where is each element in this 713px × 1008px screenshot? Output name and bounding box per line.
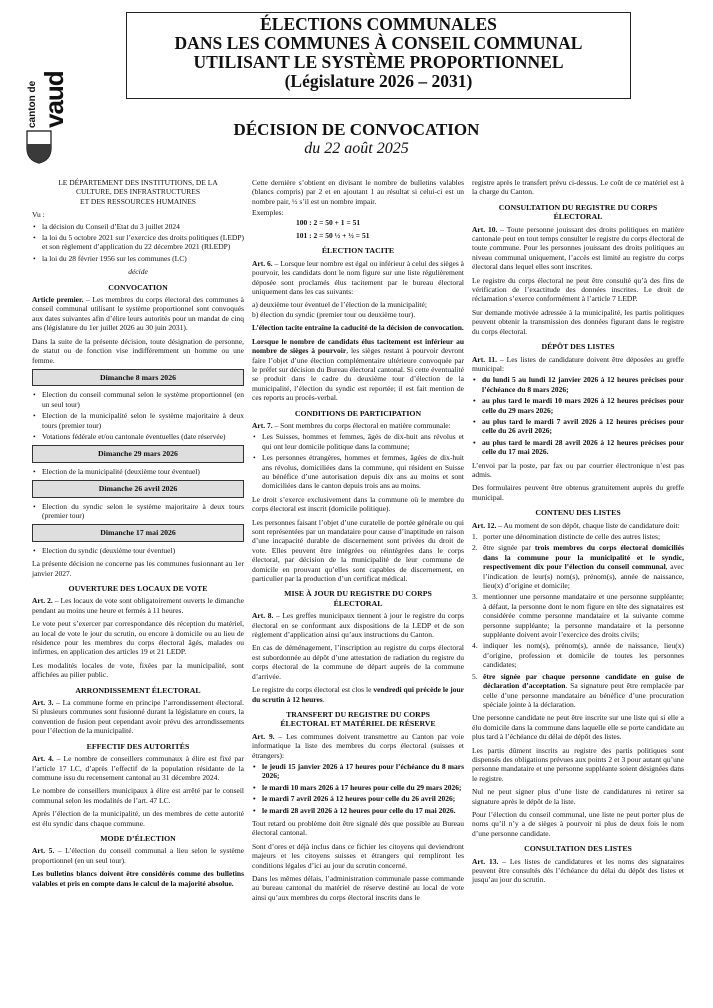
clos-end: . [322, 694, 325, 704]
header-line-1: ÉLECTIONS COMMUNALES [260, 14, 497, 34]
municipal-paragraph: Le nombre de conseillers municipaux à élire est arrêté par le conseil communal selon les modalités de l’art. 47 LC. [32, 786, 244, 805]
item-text: indiquer les nom(s), prénom(s), année de naissance, lieu(x) d’origine, profession et domicile de toutes les personnes candidates; [483, 641, 684, 670]
department-name [32, 178, 244, 206]
lorsque-text: , les sièges restant à pourvoir devront faire l’objet d’une élection complémentaire ultérieure convoquée par le préfet sur décision du Bureau électoral cantonal. Si cette éventualité se produit dans le cadre du deuxième tour d’élection de la municipalité, l’élection du syndic est reportée; il est fait mention de ces reports au procès-verbal. [252, 346, 464, 403]
section-heading: CONTENU DES LISTES [535, 508, 621, 518]
list-item: • Election du conseil communal selon le système proportionnel (en un seul tour) [32, 390, 244, 409]
list-item [472, 532, 684, 541]
list-item: • le mardi 7 avril 2026 à 12 heures pour celle du 26 avril 2026; [252, 794, 464, 803]
section-heading: EFFECTIF DES AUTORITÉS [86, 741, 190, 751]
list-item: • Election de la municipalité (deuxième tour éventuel) [32, 467, 244, 476]
header-line-3: UTILISANT LE SYSTÈME PROPORTIONNEL [193, 52, 564, 72]
heading-line: MISE À JOUR DU REGISTRE DU CORPS [284, 589, 432, 599]
article-lead: Art. 2. [32, 596, 53, 606]
list-item: • Election du syndic (deuxième tour éventuel) [32, 546, 244, 555]
article-text: – Le nombre de conseillers communaux à élire est fixé par l’article 17 LC, d’après l’effectif de la population résidante de la commune issu du recensement cantonal au 31 décembre 2024. [32, 754, 244, 782]
article-10 [472, 225, 684, 272]
list-item: • au plus tard le mardi 7 avril 2026 à 12 heures précises pour celle du 26 avril 2026; [472, 417, 684, 436]
article-text: – Les membres du corps électoral des communes à conseil communal utilisant le système proportionnel sont convoqués aux dates suivantes afin d’élire leurs autorités pour un mandat de cinq ans (législature du 1er juillet 2026 au 30 juin 2031). [32, 295, 244, 333]
section-heading: OUVERTURE DES LOCAUX DE VOTE [68, 584, 208, 593]
article-1 [32, 295, 244, 333]
clos-bold: vendredi qui précède le jour du scrutin à 12 heures [252, 685, 464, 704]
article-lead: Art. 6. [252, 258, 273, 268]
list-item: • au plus tard le mardi 28 avril 2026 à 12 heures précises pour celle du 17 mai 2026. [472, 438, 684, 457]
section-heading: CONDITIONS DE PARTICIPATION [294, 408, 422, 418]
list-item: • Les personnes étrangères, hommes et femmes, âgées de dix-huit ans révolus, domiciliées dans la commune, qui résident en Suisse au bénéfice d’une autorisation depuis dix ans au moins et sont domiciliées dans le canton depuis trois ans au moins. [252, 453, 464, 491]
article-lead: Art. 12. [472, 520, 497, 530]
heading-line: TRANSFERT DU REGISTRE DU CORPS [286, 709, 430, 719]
vu-list [32, 222, 244, 264]
list-item: • au plus tard le mardi 10 mars 2026 à 12 heures précises pour celle du 29 mars 2026; [472, 396, 684, 415]
date-event-list [32, 546, 244, 555]
article-6 [252, 259, 464, 297]
article-text: – Les locaux de vote sont obligatoirement ouverts le dimanche pendant au moins une heure et fermés à 11 heures. [32, 596, 244, 615]
article-5 [32, 846, 244, 865]
section-heading: ÉLECTION TACITE [321, 246, 395, 256]
column-3 [472, 178, 684, 889]
article-8 [252, 611, 464, 639]
article-4 [32, 754, 244, 782]
heading-line: ÉLECTORAL [553, 212, 603, 222]
article-lead: Art. 9. [252, 731, 275, 741]
lorsque-paragraph [252, 337, 464, 403]
vu-label: Vu : [32, 210, 45, 220]
article-6-a: a) deuxième tour éventuel de l’élection de la municipalité; [252, 300, 427, 310]
article-lead: Art. 4. [32, 754, 54, 764]
item-number: 4. [472, 641, 478, 651]
droit-paragraph: Le droit s’exerce exclusivement dans la commune où le membre du corps électoral est inscrit (domicile politique). [252, 494, 464, 514]
list-item: • le mardi 28 avril 2026 à 12 heures pour celle du 17 mai 2026. [252, 806, 464, 815]
list-item: • le jeudi 15 janvier 2026 à 17 heures pour l’échéance du 8 mars 2026; [252, 762, 464, 781]
section-heading [472, 203, 684, 222]
fichier-paragraph: Sont d’ores et déjà inclus dans ce fichier les citoyens qui deviendront majeurs et les citoyens suisses et étrangers qui rempliront les conditions légales d’ici au jour du scrutin concerné. [252, 841, 464, 870]
heading-line: ÉLECTORAL ET MATÉRIEL DE RÉSERVE [280, 719, 436, 729]
item-text-end: . Sa signature peut être remplacée par celle d’une personne mandataire au bénéfice d’une procuration spéciale jointe à la déclaration. [483, 681, 684, 709]
section-heading: DÉPÔT DES LISTES [541, 342, 615, 352]
article-lead: Art. 8. [252, 611, 274, 621]
demande-paragraph: Sur demande motivée adressée à la municipalité, les partis politiques peuvent obtenir la transmission des données figurant dans le registre du corps électoral. [472, 307, 684, 336]
list-item [472, 641, 684, 669]
section-heading [252, 710, 464, 729]
date-box: Dimanche 26 avril 2026 [32, 480, 244, 497]
list-item: • Votations fédérale et/ou cantonale éventuelles (date réservée) [32, 432, 244, 441]
article-2 [32, 596, 244, 615]
item-number: 1. [472, 532, 478, 541]
list-item: • le mardi 10 mars 2026 à 17 heures pour celle du 29 mars 2026; [252, 783, 464, 792]
article-9-list [252, 762, 464, 815]
clos-paragraph [252, 685, 464, 704]
article-text: – La commune forme en principe l’arrondissement électoral. Si plusieurs communes sont fusionné durant la législature en cours, la convention de fusion peut cependant avoir prévu des arrondissements pour l’élection de la municipalité. [32, 698, 244, 736]
candidat-paragraph: Une personne candidate ne peut être inscrite sur une liste qui si elle a élu domicile dans la commune dans laquelle elle se porte candidate au plus tard à l’échéance du délai de dépôt des listes. [472, 713, 684, 742]
section-heading: ARRONDISSEMENT ÉLECTORAL [75, 685, 201, 695]
article-11-list [472, 375, 684, 456]
item-text: mentionner une personne mandataire et une personne suppléante; à défaut, la personne dont le nom figure en tête des signataires est considérée comme personne mandataire et la suivante comme personne suppléante; la personne mandataire et la personne suppléante doivent avoir l’exercice des droits civils; [483, 592, 684, 640]
item-bold: trois membres du corps électoral domiciliés dans la commune pour la municipalité et le syndic, respectivement dix pour l’élection du conseil communal [483, 543, 685, 572]
decide-label: décide [128, 267, 148, 277]
demenagement-paragraph: En cas de déménagement, l’inscription au registre du corps électoral est subordonnée au dépôt d’une attestation de radiation du registre du corps électoral de la commune de départ auprès de la commune d’arrivée. [252, 643, 464, 681]
memes-delais-paragraph: Dans les mêmes délais, l’administration communale passe commande au bureau cantonal du matériel de réserve destiné au local de vote ainsi qu’aux membres du corps électoral inscrits dans le [252, 874, 464, 902]
article-12 [472, 521, 684, 530]
envoi-paragraph: L’envoi par la poste, par fax ou par courrier électronique n’est pas admis. [472, 460, 684, 479]
article-6-b: b) élection du syndic (premier tour ou deuxième tour). [252, 309, 416, 319]
fusion-paragraph: La présente décision ne concerne pas les communes fusionnant au 1er janvier 2027. [32, 559, 244, 578]
nul-paragraph: Nul ne peut signer plus d’une liste de candidatures ni retirer sa signature après le dépôt de la liste. [472, 787, 684, 806]
article-lead: Art. 3. [32, 698, 54, 708]
registre-paragraph: registre après le transfert prévu ci-dessus. Le coût de ce matériel est à la charge du Canton. [472, 178, 684, 197]
item-number: 5. [472, 671, 478, 681]
modalites-paragraph: Les modalités locales de vote, fixées par la municipalité, sont affichées au pilier public. [32, 660, 244, 680]
article-text: – Sont membres du corps électoral en matière communale: [272, 420, 451, 430]
article-lead: Art. 13. [472, 856, 499, 866]
article-lead: Art. 5. [32, 846, 55, 856]
article-12-list [472, 532, 684, 709]
formulaires-paragraph: Des formulaires peuvent être obtenus gratuitement auprès du greffe municipal. [472, 483, 684, 502]
decision-date: du 22 août 2025 [304, 140, 409, 157]
article-7 [252, 421, 464, 430]
list-item: • Election de la municipalité selon le système majoritaire à deux tours (premier tour) [32, 411, 244, 430]
clos-text: Le registre du corps électoral est clos le [252, 685, 374, 695]
election-paragraph: Pour l’élection du conseil communal, une liste ne peut porter plus de noms qu’il n’y a de sièges à pourvoir ni plus de deux fois le nom d’une personne candidate. [472, 809, 684, 838]
date-event-list [32, 467, 244, 476]
list-item [472, 672, 684, 710]
heading-line: ÉLECTORAL [333, 598, 383, 608]
designation-paragraph: Dans la suite de la présente décision, toute désignation de personne, de statut ou de fonction vise indifféremment un homme ou une femme. [32, 336, 244, 365]
article-13 [472, 857, 684, 885]
article-lead: Article premier. [32, 295, 84, 305]
date-box: Dimanche 8 mars 2026 [32, 369, 244, 386]
example-line: 101 : 2 = 50 ½ + ½ = 51 [296, 231, 370, 241]
item-text: être signée par [483, 543, 535, 553]
date-event-list [32, 502, 244, 521]
list-item [472, 592, 684, 639]
article-3 [32, 698, 244, 736]
column-2 [252, 178, 464, 906]
majority-paragraph: Cette dernière s’obtient en divisant le nombre de bulletins valables (blancs compris) par 2 et en ajoutant 1 au résultat si celui-ci est un nombre pair, ½ s’il est un nombre impair. [252, 178, 464, 206]
department-line: CULTURE, DES INFRASTRUCTURES [75, 187, 201, 197]
curatelle-paragraph: Les personnes faisant l’objet d’une curatelle de portée générale ou qui sont représentées par un mandataire pour cause d’inaptitude en raison d’une incapacité durable de discernement sont privées du droit de vote. Elles peuvent être intégrées ou réintégrées dans le corps électoral, par décision de la municipalité de leur commune de domicile en prouvant qu’elles sont capables de discernement, en particulier par la production d’un certificat médical. [252, 517, 464, 584]
list-item: • la loi du 5 octobre 2021 sur l’exercice des droits politiques (LEDP) et son règlement d’application du 22 décembre 2021 (RLEDP) [32, 233, 244, 252]
article-text: – Les greffes municipaux tiennent à jour le registre du corps électoral en se conformant aux dispositions de la LEDP et de son règlement d’application ainsi qu’aux instructions du Canton. [252, 611, 464, 640]
article-lead: Art. 7. [252, 420, 273, 430]
date-box: Dimanche 29 mars 2026 [32, 445, 244, 462]
article-text: – Les listes de candidatures et les noms des signataires peuvent être consultés dès l’échéance du délai du dépôt des listes et jusqu’au jour du scrutin. [472, 856, 684, 885]
article-9 [252, 732, 464, 760]
list-item: • du lundi 5 au lundi 12 janvier 2026 à 12 heures précises pour l’échéance du 8 mars 2026; [472, 375, 684, 394]
article-text: – Au moment de son dépôt, chaque liste de candidature doit: [496, 520, 680, 530]
heading-line: CONSULTATION DU REGISTRE DU CORPS [498, 202, 658, 212]
list-item: • la décision du Conseil d’Etat du 3 juillet 2024 [32, 222, 244, 231]
department-line: LE DÉPARTEMENT DES INSTITUTIONS, DE LA [58, 178, 218, 187]
examples-label: Exemples: [252, 208, 284, 218]
department-line: ET DES RESSOURCES HUMAINES [80, 196, 196, 206]
section-heading: CONSULTATION DES LISTES [524, 844, 632, 854]
partis-paragraph: Les partis dûment inscrits au registre des partis politiques sont dispensés des obligations prévues aux points 2 et 3 pour autant qu’une personne mandataire et une personne suppléante soient désignées dans le registre. [472, 745, 684, 783]
item-bold: être signée par chaque personne candidate en guise de déclaration d’acceptation [483, 671, 684, 691]
retard-paragraph: Tout retard ou problème doit être signalé dès que possible au Bureau électoral cantonal. [252, 818, 464, 838]
article-text: – Toute personne jouissant des droits politiques en matière cantonale peut en tout temps consulter le registre du corps électoral de toute commune. Pour les personnes jouissant des droits politiques au niveau communal uniquement, l’accès est limité au registre du corps électoral dans lequel elles sont inscrites. [472, 224, 684, 272]
article-lead: Art. 10. [472, 224, 498, 234]
date-box: Dimanche 17 mai 2026 [32, 524, 244, 541]
list-item [472, 543, 684, 590]
election-header-box [126, 12, 631, 99]
section-heading [252, 589, 464, 608]
lorsque-bold: Lorsque le nombre de candidats élus tacitement est inférieur au nombre de sièges à pourvoir [252, 336, 464, 356]
list-item: • Les Suisses, hommes et femmes, âgés de dix-huit ans révolus et qui ont leur domicile politique dans la commune; [252, 432, 464, 451]
section-heading: CONVOCATION [108, 282, 168, 292]
section-heading: MODE D’ÉLECTION [100, 833, 176, 843]
article-text: – Les communes doivent transmettre au Canton par voie informatique la liste des membres du corps électoral (suisses et étrangers): [252, 731, 464, 760]
date-event-list [32, 390, 244, 441]
caducite-paragraph: L’élection tacite entraîne la caducité de la décision de convocation. [252, 323, 464, 333]
article-text: – Lorsque leur nombre est égal ou inférieur à celui des sièges à pourvoir, les candidats dont le nom figure sur une liste régulièrement déposée sont proclamés élus tacitement par le bureau électoral uniquement dans les cas suivants: [252, 258, 464, 297]
article-text: – Les listes de candidature doivent être déposées au greffe municipal: [472, 354, 684, 373]
column-1 [32, 178, 244, 892]
header-line-4: (Législature 2026 – 2031) [284, 71, 473, 91]
article-7-list [252, 432, 464, 490]
consultation-paragraph: Le registre du corps électoral ne peut être consulté qu’à des fins de vérification de l’exactitude des données inscrites. Le droit de réclamation s’exerce conformément à l’article 7 LEDP. [472, 275, 684, 304]
decision-title: DÉCISION DE CONVOCATION [233, 120, 480, 139]
logo-wordmark [24, 10, 69, 128]
article-text: – L’élection du conseil communal a lieu selon le système proportionnel (en un seul tour). [32, 846, 244, 865]
bulletins-paragraph: Les bulletins blancs doivent être considérés comme des bulletins valables et pris en compte dans le calcul de la majorité absolue. [32, 869, 244, 888]
item-number: 3. [472, 592, 478, 602]
item-text: porter une dénomination distincte de celle des autres listes; [483, 532, 661, 541]
vote-paragraph: Le vote peut s’exercer par correspondance dès réception du matériel, au local de vote le jour du scrutin, ou encore à domicile ou au lieu de résidence pour les membres du corps électoral âgés, malades ou infirmes, en application des articles 19 et 21 LEDP. [32, 619, 244, 657]
list-item: • Election du syndic selon le système majoritaire à deux tours (premier tour) [32, 502, 244, 521]
syndic-paragraph: Après l’élection de la municipalité, un des membres de cette autorité est élu syndic dans chaque commune. [32, 809, 244, 828]
logo-vaud-text: vaud [39, 71, 69, 128]
logo-canton-text: canton de [27, 80, 38, 128]
list-item: • la loi du 28 février 1956 sur les communes (LC) [32, 254, 244, 263]
article-11 [472, 355, 684, 374]
item-number: 2. [472, 543, 478, 553]
decision-heading [0, 120, 713, 158]
header-line-2: DANS LES COMMUNES À CONSEIL COMMUNAL [174, 33, 583, 53]
item-text-end: , avec l’indication de leur(s) nom(s), prénom(s), année de naissance, lieu(x) d’origine et domicile; [483, 562, 684, 591]
article-lead: Art. 11. [472, 354, 498, 364]
example-line: 100 : 2 = 50 + 1 = 51 [296, 217, 361, 227]
